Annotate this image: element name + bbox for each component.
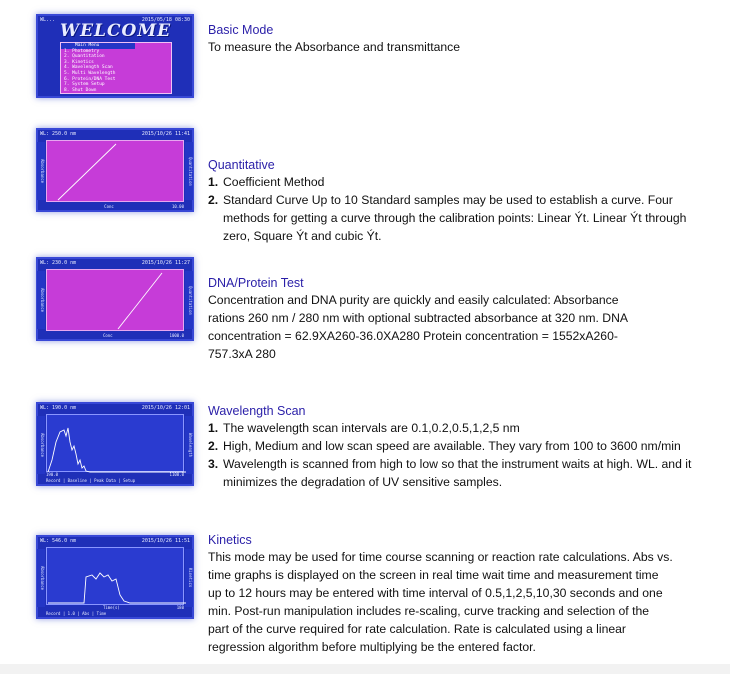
- section-heading: Quantitative: [208, 158, 275, 172]
- main-menu: [60, 42, 172, 94]
- x-axis-max: 1000.0: [169, 333, 184, 338]
- left-axis-label: Absorbance: [37, 549, 45, 607]
- status-right: 2015/05/18 08:30: [141, 17, 190, 23]
- list-item: [208, 437, 708, 455]
- softkeys: Record | 1.0 | Abs | Time: [46, 611, 107, 616]
- section-heading: DNA/Protein Test: [208, 276, 304, 290]
- wavelength-scan-text: [208, 403, 708, 491]
- screenshot-bottom-bar: [46, 332, 184, 339]
- item-number: 2.: [208, 439, 219, 453]
- softkeys: Record | Baseline | Peak Data | Setup: [46, 478, 136, 483]
- right-mode-label: Quantitation: [185, 142, 193, 200]
- x-axis-max: 180: [176, 605, 184, 610]
- menu-title: Main Menu: [61, 43, 135, 49]
- menu-item: 6. Protein/DNA Test: [64, 76, 116, 82]
- section-line: 757.3xA 280: [208, 347, 276, 361]
- section-line: This mode may be used for time course scanning or reaction rate calculations. Abs vs.: [208, 550, 673, 564]
- item-number: 1.: [208, 421, 219, 435]
- status-right: 2015/10/26 11:51: [141, 538, 190, 544]
- left-axis-label: Absorbance: [37, 142, 45, 200]
- quantitative-text: [208, 157, 708, 245]
- x-axis-label: Time(s): [102, 605, 120, 610]
- menu-item: 3. Kinetics: [64, 59, 94, 65]
- left-axis-label: Absorbance: [37, 416, 45, 474]
- x-axis-label: Conc: [104, 204, 114, 209]
- section-heading: Basic Mode: [208, 23, 274, 37]
- list-item: [208, 419, 708, 437]
- quantitation-screenshot: [36, 128, 194, 212]
- item-number: 3.: [208, 457, 219, 471]
- range-start: 190.0: [46, 472, 59, 477]
- wavelength-scan-screenshot: [36, 402, 194, 486]
- list-item: [208, 173, 708, 191]
- item-text: Standard Curve Up to 10 Standard samples may be used to establish a curve. Four methods for getting a curve through the calibration points: Linear Ýt. Linear Ýt through zero, Square Ýt and cubic Ýt.: [223, 193, 687, 243]
- right-mode-label: Wavelength: [185, 416, 193, 474]
- status-left: WL...: [40, 17, 56, 23]
- section-line: To measure the Absorbance and transmittance: [208, 40, 461, 54]
- left-axis-label: Absorbance: [37, 271, 45, 329]
- menu-item: 2. Quantitation: [64, 54, 105, 60]
- status-right: 2015/10/26 11:41: [141, 131, 190, 137]
- item-text: Coefficient Method: [223, 175, 325, 189]
- dna-protein-text: [208, 275, 708, 363]
- list-item: [208, 191, 708, 245]
- item-number: 2.: [208, 193, 219, 207]
- range-end: 1100.0: [169, 472, 184, 477]
- section-line: regression algorithm before multiplying be the entered factor.: [208, 640, 536, 654]
- softkey-bar: [46, 477, 184, 484]
- item-text: Wavelength is scanned from high to low so that the instrument waits at high. WL. and it minimizes the degradation of UV sensitive samples.: [223, 457, 692, 489]
- quantitative-list: [208, 173, 708, 245]
- calibration-line: [36, 257, 194, 341]
- section-line: min. Post-run manipulation includes re-scaling, curve tracking and selection of the: [208, 604, 650, 618]
- status-left: WL: 250.0 nm: [40, 131, 77, 137]
- screenshot-bottom-bar: [46, 203, 184, 210]
- page-footer-strip: [0, 664, 730, 674]
- menu-item: 1. Photometry: [64, 48, 100, 54]
- menu-item: 8. Shut Down: [64, 87, 97, 93]
- status-left: WL: 230.0 nm: [40, 260, 77, 266]
- item-text: The wavelength scan intervals are 0.1,0.2,0.5,1,2,5 nm: [223, 421, 520, 435]
- menu-item: 7. System Setup: [64, 82, 105, 88]
- item-text: High, Medium and low scan speed are available. They vary from 100 to 3600 nm/min: [223, 439, 681, 453]
- section-heading: Wavelength Scan: [208, 404, 306, 418]
- section-line: part of the curve required for rate calculation. Rate is calculated using a linear: [208, 622, 626, 636]
- right-mode-label: Quantitation: [185, 271, 193, 329]
- section-line: rations 260 nm / 280 nm with optional subtracted absorbance at 320 nm. DNA: [208, 311, 629, 325]
- kinetics-text: [208, 532, 708, 656]
- list-item: [208, 455, 708, 491]
- welcome-title: WELCOME: [60, 21, 172, 41]
- x-axis-label: Conc: [102, 333, 113, 338]
- kinetics-screenshot: [36, 535, 194, 619]
- status-left: WL: 190.0 nm: [40, 405, 77, 411]
- basic-mode-text: [208, 22, 708, 56]
- x-axis-max: 10.00: [171, 204, 184, 209]
- welcome-screenshot: [36, 14, 194, 98]
- section-line: up to 12 hours may be entered with time interval of 0.5,1,2,5,10,30 seconds and one: [208, 586, 663, 600]
- wavelength-scan-list: [208, 419, 708, 491]
- item-number: 1.: [208, 175, 219, 189]
- status-right: 2015/10/26 12:01: [141, 405, 190, 411]
- section-line: time graphs is displayed on the screen in real time wait time and measurement time: [208, 568, 659, 582]
- dna-protein-screenshot: [36, 257, 194, 341]
- calibration-line: [36, 128, 194, 212]
- softkey-bar: [46, 610, 184, 617]
- section-heading: Kinetics: [208, 533, 252, 547]
- menu-item: 5. Multi Wavelength: [64, 70, 116, 76]
- section-line: concentration = 62.9XA260-36.0XA280 Protein concentration = 1552xA260-: [208, 329, 618, 343]
- status-left: WL: 546.0 nm: [40, 538, 77, 544]
- section-line: Concentration and DNA purity are quickly and easily calculated: Absorbance: [208, 293, 619, 307]
- menu-item: 4. Wavelength Scan: [64, 65, 113, 71]
- right-mode-label: Kinetics: [185, 549, 193, 607]
- status-right: 2015/10/26 11:27: [141, 260, 190, 266]
